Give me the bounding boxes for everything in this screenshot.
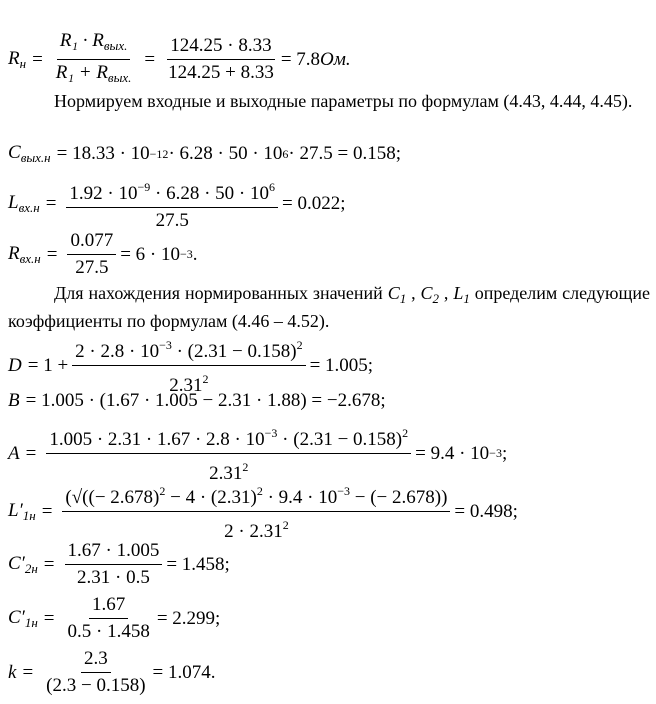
equation-a: A = $\frac{1.005 \cdot 2.31 \cdot 1.67 \cdot 2.8 \cdot 10^{-3} \cdot (2.31 - 0.158)^2}{2.31^2}$ = 9.4 · 10 −3 ; xyxy=(8,422,507,485)
equation-cvyh: $C_{вых.н}$ = 18.33 · 10 −12 · 6.28 · 50 · 10 6 · 27.5 = 0.158; xyxy=(8,142,401,165)
equation-lvh: $L_{вх.н}$ = $\frac{1.92 \cdot 10^{-9} \cdot 6.28 \cdot 50 \cdot 10^6}{27.5}$ = 0.022; xyxy=(8,176,346,232)
rn-lhs: $R_н$ xyxy=(8,47,27,71)
rn-unit: Ом. xyxy=(320,48,351,70)
equation-c1: $C'_{1н}$ = $\frac{1.67}{0.5 \cdot 1.458}$ = 2.299; xyxy=(8,594,221,642)
rn-fraction-numeric: $\frac{124.25 \cdot 8.33}{124.25 + 8.33}$ xyxy=(168,35,274,83)
paragraph-coefficients: Для нахождения нормированных значений $C_1$ , $C_2$ , $L_1$ определим следующие коэффициенты по формулам (4.46 – 4.52). xyxy=(8,283,650,331)
rn-result: = 7.8 xyxy=(280,48,321,70)
equation-c2: $C'_{2н}$ = $\frac{1.67 \cdot 1.005}{2.31 \cdot 0.5}$ = 1.458; xyxy=(8,540,230,588)
rn-fraction-symbolic: $\frac{R_1 \cdot R_{вых.}}{R_1 + R_{вых.}}$ xyxy=(55,30,132,85)
equation-k: k = $\frac{2.3}{(2.3 - 0.158)}$ = 1.074. xyxy=(8,648,216,696)
paragraph-normalize: Нормируем входные и выходные параметры по формулам (4.43, 4.44, 4.45). xyxy=(54,91,633,111)
equation-d: D = 1 + $\frac{2 \cdot 2.8 \cdot 10^{-3} \cdot (2.31 - 0.158)^2}{2.31^2}$ = 1.005; xyxy=(8,334,373,397)
equation-rn: $R_н$ = $\frac{R_1 \cdot R_{вых.}}{R_1 + R_{вых.}}$ = $\frac{124.25 \cdot 8.33}{124.25 + 8.33}$ = 7.8 Ом. xyxy=(8,30,351,89)
equation-l1: $L'_{1н}$ = $\frac{(√((- 2.678)^2 - 4 \cdot (2.31)^2 \cdot 9.4 \cdot 10^{-3} - (- 2.678))}{2 \cdot 2.31^2}$ = 0.498; xyxy=(8,480,518,543)
equation-rvh: $R_{вх.н}$ = $\frac{0.077}{27.5}$ = 6 · 10 −3 . xyxy=(8,230,198,278)
equation-b: B = 1.005 · (1.67 · 1.005 − 2.31 · 1.88) = −2.678; xyxy=(8,390,386,411)
